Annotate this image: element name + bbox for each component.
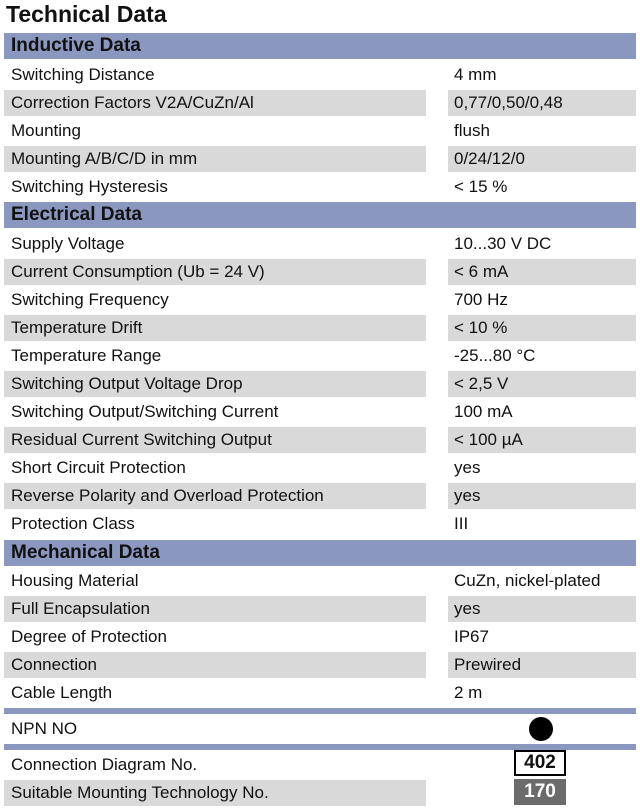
row-value: 2 m (454, 683, 483, 702)
table-row (4, 371, 636, 397)
row-value: yes (448, 596, 636, 622)
row-label: Short Circuit Protection (11, 458, 186, 477)
row-value: < 10 % (448, 315, 636, 341)
table-row (4, 62, 636, 88)
row-value: < 15 % (454, 177, 508, 196)
row-value: 700 Hz (454, 290, 508, 309)
row-value: yes (454, 458, 481, 477)
row-value: < 6 mA (448, 259, 636, 285)
row-label: Temperature Range (11, 346, 162, 365)
table-row (4, 399, 636, 425)
row-label: Full Encapsulation (4, 596, 426, 622)
section-header-inductive: Inductive Data (4, 33, 636, 59)
connection-diagram-number: 402 (514, 750, 566, 776)
section-divider (4, 708, 636, 714)
row-value: III (454, 514, 469, 533)
row-label: Switching Frequency (11, 290, 169, 309)
section-header-mechanical: Mechanical Data (4, 540, 636, 566)
table-row (4, 146, 636, 172)
row-label: Reverse Polarity and Overload Protection (4, 483, 426, 509)
row-label: Connection (4, 652, 426, 678)
row-value: -25...80 °C (454, 346, 536, 365)
table-row (4, 287, 636, 313)
row-label: Mounting (11, 121, 81, 140)
row-label: Current Consumption (Ub = 24 V) (4, 259, 426, 285)
row-value: 100 mA (454, 402, 513, 421)
row-label: Supply Voltage (11, 234, 125, 253)
row-label: Switching Distance (11, 65, 155, 84)
row-value: 4 mm (454, 65, 497, 84)
table-row (4, 680, 636, 706)
row-label: Residual Current Switching Output (4, 427, 426, 453)
row-value: 10...30 V DC (454, 234, 552, 253)
table-row (4, 483, 636, 509)
row-label: Degree of Protection (11, 627, 167, 646)
row-label: Mounting A/B/C/D in mm (4, 146, 426, 172)
filled-circle-icon (529, 717, 553, 741)
row-label: Cable Length (11, 683, 113, 702)
table-row (4, 427, 636, 453)
table-row (4, 652, 636, 678)
row-value: flush (454, 121, 490, 140)
connection-diagram-label: Connection Diagram No. (11, 755, 198, 774)
table-row (4, 455, 636, 481)
row-value: < 2,5 V (448, 371, 636, 397)
row-value: IP67 (454, 627, 489, 646)
row-label: Temperature Drift (4, 315, 426, 341)
row-label: Protection Class (11, 514, 135, 533)
table-row (4, 568, 636, 594)
table-row (4, 596, 636, 622)
table-row (4, 90, 636, 116)
row-value: yes (448, 483, 636, 509)
mounting-technology-label: Suitable Mounting Technology No. (4, 780, 426, 806)
row-label: Housing Material (11, 571, 139, 590)
table-row (4, 315, 636, 341)
table-row (4, 624, 636, 650)
row-value: < 100 µA (448, 427, 636, 453)
row-label: Switching Hysteresis (11, 177, 168, 196)
row-value: Prewired (448, 652, 636, 678)
table-row (4, 259, 636, 285)
table-row (4, 511, 636, 537)
table-row (4, 343, 636, 369)
row-label: Switching Output Voltage Drop (4, 371, 426, 397)
table-row (4, 231, 636, 257)
page-title: Technical Data (6, 1, 167, 27)
row-value: CuZn, nickel-plated (454, 571, 601, 590)
mounting-technology-number: 170 (514, 779, 566, 805)
row-value: 0,77/0,50/0,48 (448, 90, 636, 116)
table-row (4, 174, 636, 200)
row-label: Switching Output/Switching Current (11, 402, 279, 421)
table-row (4, 118, 636, 144)
row-value: 0/24/12/0 (448, 146, 636, 172)
output-type-label: NPN NO (11, 719, 78, 738)
row-label: Correction Factors V2A/CuZn/Al (4, 90, 426, 116)
section-header-electrical: Electrical Data (4, 202, 636, 228)
